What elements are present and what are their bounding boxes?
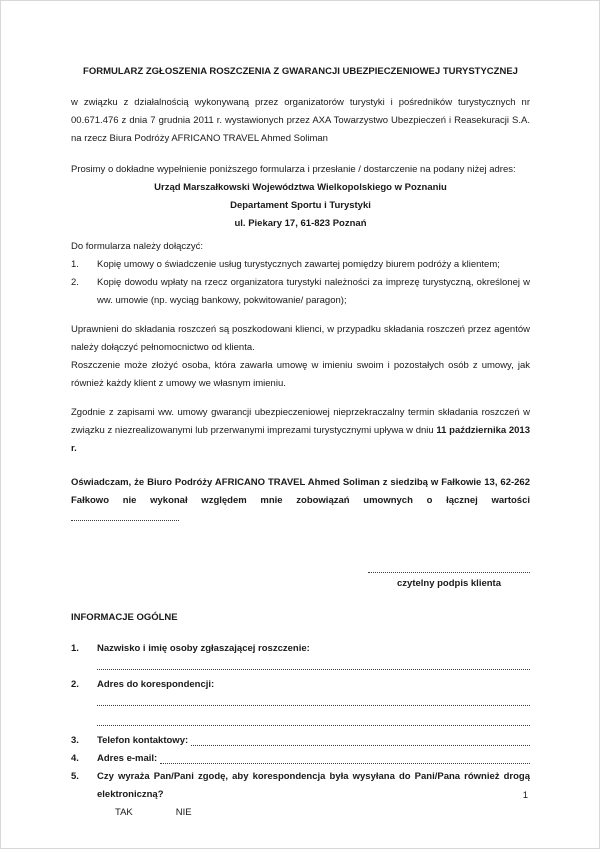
field-number: 3. (71, 735, 79, 746)
signature-line[interactable] (368, 557, 530, 573)
consent-option-yes[interactable]: TAK (115, 807, 133, 818)
signature-block (368, 557, 530, 592)
phone-blank[interactable] (191, 732, 530, 746)
email-blank[interactable] (160, 750, 530, 764)
field-electronic-consent (71, 768, 530, 822)
deadline-paragraph (71, 404, 530, 458)
field-number: 5. (71, 771, 79, 782)
deadline-text: Zgodnie z zapisami ww. umowy gwarancji ubezpieczeniowej nieprzekraczalny termin składania roszczeń w związku z niezrealizowanymi lub przerwanymi imprezami turystycznymi upływa w dniu (71, 407, 530, 436)
field-label: Adres do korespondencji: (97, 679, 215, 690)
field-number: 2. (71, 679, 79, 690)
address-blank-line-1[interactable] (97, 694, 530, 706)
general-info-heading: INFORMACJE OGÓLNE (71, 612, 178, 623)
claimant-name-blank[interactable] (97, 658, 530, 670)
address-blank-line-2[interactable] (97, 712, 530, 726)
eligibility-paragraph-1: Uprawnieni do składania roszczeń są poszkodowani klienci, w przypadku składania roszczeń przez agentów należy dołączyć pełnomocnictwo od klienta. (71, 324, 530, 353)
intro-paragraph: w związku z działalnością wykonywaną przez organizatorów turystyki i pośredników turystycznych nr 00.671.476 z dnia 7 grudnia 2011 r. wystawionych przez AXA Towarzystwo Ubezpieczeń i Reasekuracji S.A. na rzecz Biura Podróży AFRICANO TRAVEL Ahmed Soliman (71, 97, 530, 144)
attachment-number: 2. (71, 277, 79, 288)
field-correspondence-address (71, 676, 530, 726)
field-number: 4. (71, 753, 79, 764)
claim-amount-blank[interactable] (71, 512, 179, 521)
attachments-list (71, 256, 530, 310)
field-number: 1. (71, 643, 79, 654)
attachment-item-2 (71, 274, 530, 310)
page-number: 1 (522, 790, 528, 801)
recipient-department: Departament Sportu i Turystyki (230, 200, 371, 211)
deadline-date: 11 października 2013 r. (71, 425, 530, 454)
submit-instruction: Prosimy o dokładne wypełnienie poniższego formularza i przesłanie / dostarczenie na podany niżej adres: (71, 164, 516, 175)
declaration-text: Oświadczam, że Biuro Podróży AFRICANO TRAVEL Ahmed Soliman z siedzibą w Fałkowie 13, 62-262 Fałkowo nie wykonał względem mnie zobowiązań umownych o łącznej wartości (71, 477, 530, 506)
attachment-text: Kopię dowodu wpłaty na rzecz organizatora turystyki należności za imprezę turystyczną, określonej w ww. umowie (np. wyciąg bankowy, pokwitowanie/ paragon); (97, 277, 530, 306)
field-label: Adres e-mail: (97, 753, 158, 764)
document-title: FORMULARZ ZGŁOSZENIA ROSZCZENIA Z GWARANCJI UBEZPIECZENIOWEJ TURYSTYCZNEJ (83, 66, 518, 77)
recipient-address-block (71, 179, 530, 233)
consent-option-no[interactable]: NIE (175, 807, 192, 818)
general-info-fields (71, 640, 530, 822)
recipient-office: Urząd Marszałkowski Województwa Wielkopolskiego w Poznaniu (154, 182, 447, 193)
field-label: Czy wyraża Pan/Pani zgodę, aby korespondencja była wysyłana do Pani/Pana również drogą elektroniczną? (97, 771, 530, 800)
field-claimant-name (71, 640, 530, 670)
field-email (71, 750, 530, 768)
attachment-number: 1. (71, 259, 79, 270)
field-label: Nazwisko i imię osoby zgłaszającej roszczenie: (97, 643, 310, 654)
attachments-heading: Do formularza należy dołączyć: (71, 241, 203, 252)
attachment-text: Kopię umowy o świadczenie usług turystycznych zawartej pomiędzy biurem podróży a klientem; (97, 259, 500, 270)
field-label: Telefon kontaktowy: (97, 735, 189, 746)
field-phone (71, 732, 530, 750)
signature-caption: czytelny podpis klienta (397, 578, 501, 589)
attachment-item-1 (71, 256, 530, 274)
declaration-paragraph (71, 474, 530, 528)
consent-options (115, 804, 530, 822)
recipient-street: ul. Piekary 17, 61-823 Poznań (234, 218, 367, 229)
eligibility-paragraph-2: Roszczenie może złożyć osoba, która zawarła umowę w imieniu swoim i pozostałych osób z umowy, jak również każdy klient z umowy we własnym imieniu. (71, 360, 530, 389)
